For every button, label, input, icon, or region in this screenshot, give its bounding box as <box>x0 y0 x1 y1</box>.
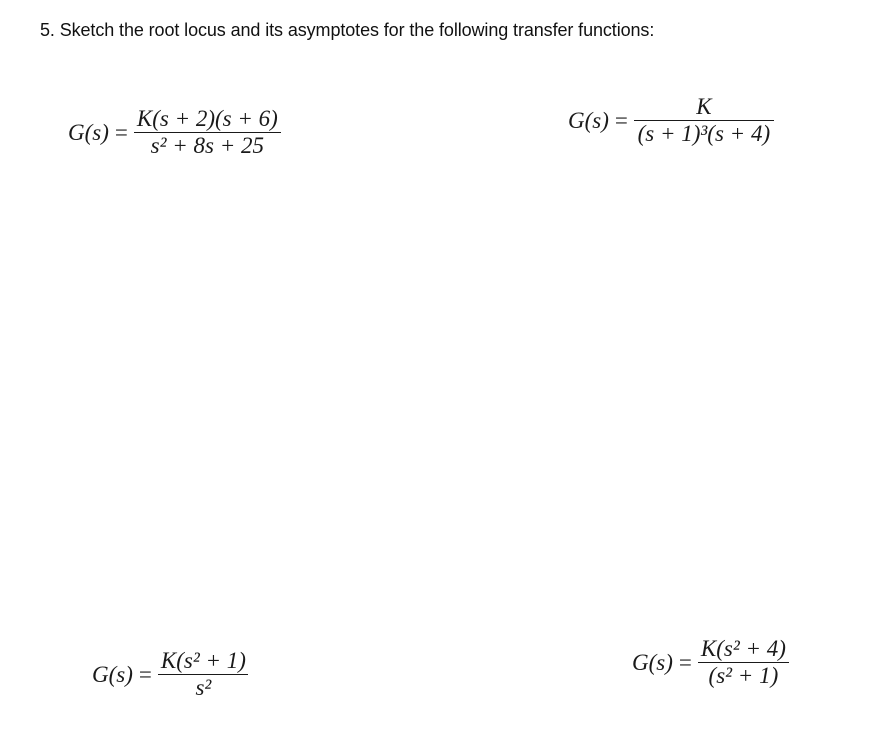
transfer-function-3 <box>92 648 249 701</box>
transfer-function-1 <box>68 106 281 159</box>
equals-sign: = <box>614 107 628 133</box>
fraction <box>698 636 789 689</box>
denominator: (s + 1)³(s + 4) <box>637 121 771 147</box>
equals-sign: = <box>114 119 128 145</box>
denominator: s² <box>195 675 212 701</box>
transfer-function-4 <box>632 636 789 689</box>
numerator: K(s + 2)(s + 6) <box>136 106 278 131</box>
fraction <box>134 106 281 159</box>
denominator: s² + 8s + 25 <box>150 133 264 159</box>
equals-sign: = <box>138 661 152 687</box>
equals-sign: = <box>678 649 692 675</box>
fraction <box>634 94 774 147</box>
denominator: (s² + 1) <box>708 663 779 689</box>
transfer-function-2 <box>568 94 774 147</box>
numerator: K(s² + 4) <box>700 636 786 661</box>
numerator: K(s² + 1) <box>160 648 246 673</box>
equation-lhs: G(s) <box>632 649 673 675</box>
fraction <box>158 648 249 701</box>
question-text: 5. Sketch the root locus and its asymptotes for the following transfer functions: <box>40 20 655 40</box>
equation-lhs: G(s) <box>568 107 609 133</box>
numerator: K <box>696 94 712 119</box>
equation-lhs: G(s) <box>68 119 109 145</box>
equation-lhs: G(s) <box>92 661 133 687</box>
